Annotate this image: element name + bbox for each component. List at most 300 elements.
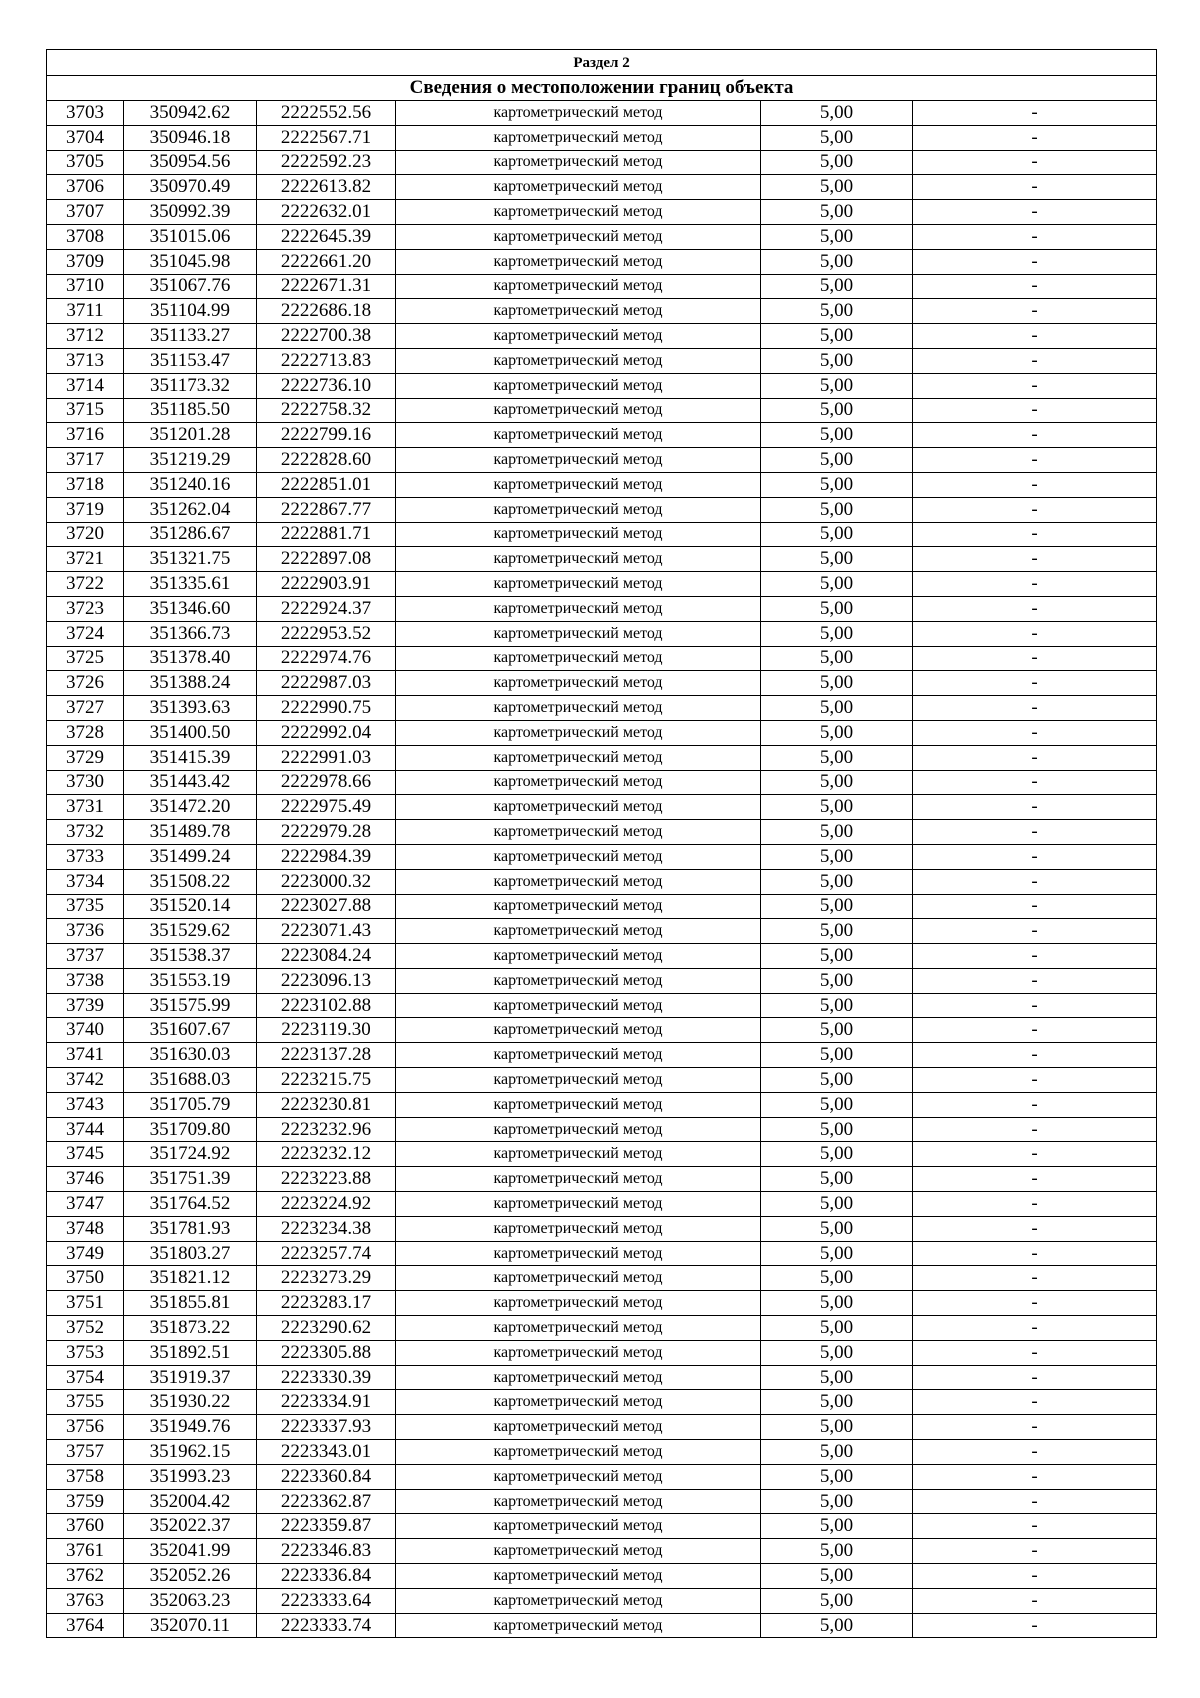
point-number-cell: 3747 bbox=[47, 1192, 124, 1217]
point-number-cell: 3730 bbox=[47, 770, 124, 795]
table-row bbox=[47, 1291, 1157, 1316]
method-cell: картометрический метод bbox=[396, 671, 761, 696]
section-title: Сведения о местоположении границ объекта bbox=[47, 76, 1157, 101]
method-cell: картометрический метод bbox=[396, 1241, 761, 1266]
accuracy-cell: 5,00 bbox=[761, 150, 913, 175]
table-row bbox=[47, 1588, 1157, 1613]
section-label: Раздел 2 bbox=[47, 50, 1157, 76]
table-row bbox=[47, 1514, 1157, 1539]
method-cell: картометрический метод bbox=[396, 1018, 761, 1043]
accuracy-cell: 5,00 bbox=[761, 1613, 913, 1638]
y-coordinate-cell: 2223333.74 bbox=[257, 1613, 396, 1638]
method-cell: картометрический метод bbox=[396, 1092, 761, 1117]
method-cell: картометрический метод bbox=[396, 646, 761, 671]
x-coordinate-cell: 351873.22 bbox=[124, 1316, 257, 1341]
table-row bbox=[47, 745, 1157, 770]
table-row bbox=[47, 1539, 1157, 1564]
table-row bbox=[47, 274, 1157, 299]
note-cell: - bbox=[913, 1539, 1157, 1564]
x-coordinate-cell: 351764.52 bbox=[124, 1192, 257, 1217]
table-row bbox=[47, 968, 1157, 993]
method-cell: картометрический метод bbox=[396, 968, 761, 993]
y-coordinate-cell: 2222632.01 bbox=[257, 200, 396, 225]
point-number-cell: 3732 bbox=[47, 820, 124, 845]
y-coordinate-cell: 2222881.71 bbox=[257, 522, 396, 547]
note-cell: - bbox=[913, 795, 1157, 820]
point-number-cell: 3764 bbox=[47, 1613, 124, 1638]
x-coordinate-cell: 351575.99 bbox=[124, 993, 257, 1018]
accuracy-cell: 5,00 bbox=[761, 944, 913, 969]
method-cell: картометрический метод bbox=[396, 1514, 761, 1539]
point-number-cell: 3762 bbox=[47, 1564, 124, 1589]
table-row bbox=[47, 1068, 1157, 1093]
method-cell: картометрический метод bbox=[396, 1564, 761, 1589]
y-coordinate-cell: 2223234.38 bbox=[257, 1216, 396, 1241]
method-cell: картометрический метод bbox=[396, 894, 761, 919]
y-coordinate-cell: 2222867.77 bbox=[257, 497, 396, 522]
x-coordinate-cell: 350954.56 bbox=[124, 150, 257, 175]
accuracy-cell: 5,00 bbox=[761, 348, 913, 373]
note-cell: - bbox=[913, 1192, 1157, 1217]
y-coordinate-cell: 2222552.56 bbox=[257, 101, 396, 126]
table-row bbox=[47, 249, 1157, 274]
y-coordinate-cell: 2223283.17 bbox=[257, 1291, 396, 1316]
x-coordinate-cell: 352052.26 bbox=[124, 1564, 257, 1589]
table-row bbox=[47, 1316, 1157, 1341]
accuracy-cell: 5,00 bbox=[761, 745, 913, 770]
point-number-cell: 3740 bbox=[47, 1018, 124, 1043]
y-coordinate-cell: 2223343.01 bbox=[257, 1440, 396, 1465]
method-cell: картометрический метод bbox=[396, 348, 761, 373]
x-coordinate-cell: 351286.67 bbox=[124, 522, 257, 547]
accuracy-cell: 5,00 bbox=[761, 1489, 913, 1514]
x-coordinate-cell: 351607.67 bbox=[124, 1018, 257, 1043]
note-cell: - bbox=[913, 919, 1157, 944]
x-coordinate-cell: 351553.19 bbox=[124, 968, 257, 993]
point-number-cell: 3745 bbox=[47, 1142, 124, 1167]
accuracy-cell: 5,00 bbox=[761, 1241, 913, 1266]
table-row bbox=[47, 1613, 1157, 1638]
y-coordinate-cell: 2222700.38 bbox=[257, 324, 396, 349]
table-row bbox=[47, 101, 1157, 126]
x-coordinate-cell: 351538.37 bbox=[124, 944, 257, 969]
point-number-cell: 3759 bbox=[47, 1489, 124, 1514]
y-coordinate-cell: 2223096.13 bbox=[257, 968, 396, 993]
y-coordinate-cell: 2223224.92 bbox=[257, 1192, 396, 1217]
note-cell: - bbox=[913, 1092, 1157, 1117]
x-coordinate-cell: 351949.76 bbox=[124, 1415, 257, 1440]
y-coordinate-cell: 2222984.39 bbox=[257, 844, 396, 869]
table-row bbox=[47, 944, 1157, 969]
method-cell: картометрический метод bbox=[396, 1192, 761, 1217]
accuracy-cell: 5,00 bbox=[761, 1043, 913, 1068]
point-number-cell: 3751 bbox=[47, 1291, 124, 1316]
accuracy-cell: 5,00 bbox=[761, 1415, 913, 1440]
point-number-cell: 3707 bbox=[47, 200, 124, 225]
point-number-cell: 3712 bbox=[47, 324, 124, 349]
table-row bbox=[47, 324, 1157, 349]
table-row bbox=[47, 348, 1157, 373]
note-cell: - bbox=[913, 1266, 1157, 1291]
table-row bbox=[47, 1241, 1157, 1266]
accuracy-cell: 5,00 bbox=[761, 200, 913, 225]
y-coordinate-cell: 2223360.84 bbox=[257, 1464, 396, 1489]
note-cell: - bbox=[913, 423, 1157, 448]
x-coordinate-cell: 351393.63 bbox=[124, 696, 257, 721]
note-cell: - bbox=[913, 472, 1157, 497]
method-cell: картометрический метод bbox=[396, 944, 761, 969]
y-coordinate-cell: 2222567.71 bbox=[257, 125, 396, 150]
table-row bbox=[47, 993, 1157, 1018]
y-coordinate-cell: 2222661.20 bbox=[257, 249, 396, 274]
x-coordinate-cell: 352070.11 bbox=[124, 1613, 257, 1638]
accuracy-cell: 5,00 bbox=[761, 621, 913, 646]
accuracy-cell: 5,00 bbox=[761, 1291, 913, 1316]
point-number-cell: 3750 bbox=[47, 1266, 124, 1291]
table-row bbox=[47, 224, 1157, 249]
method-cell: картометрический метод bbox=[396, 621, 761, 646]
method-cell: картометрический метод bbox=[396, 795, 761, 820]
table-row bbox=[47, 671, 1157, 696]
note-cell: - bbox=[913, 770, 1157, 795]
note-cell: - bbox=[913, 1440, 1157, 1465]
y-coordinate-cell: 2223119.30 bbox=[257, 1018, 396, 1043]
note-cell: - bbox=[913, 1018, 1157, 1043]
x-coordinate-cell: 352022.37 bbox=[124, 1514, 257, 1539]
table-row bbox=[47, 1216, 1157, 1241]
accuracy-cell: 5,00 bbox=[761, 844, 913, 869]
table-row bbox=[47, 1043, 1157, 1068]
accuracy-cell: 5,00 bbox=[761, 398, 913, 423]
accuracy-cell: 5,00 bbox=[761, 1216, 913, 1241]
table-row bbox=[47, 497, 1157, 522]
table-row bbox=[47, 919, 1157, 944]
accuracy-cell: 5,00 bbox=[761, 497, 913, 522]
method-cell: картометрический метод bbox=[396, 398, 761, 423]
note-cell: - bbox=[913, 398, 1157, 423]
x-coordinate-cell: 351443.42 bbox=[124, 770, 257, 795]
point-number-cell: 3718 bbox=[47, 472, 124, 497]
note-cell: - bbox=[913, 1216, 1157, 1241]
point-number-cell: 3729 bbox=[47, 745, 124, 770]
point-number-cell: 3703 bbox=[47, 101, 124, 126]
method-cell: картометрический метод bbox=[396, 919, 761, 944]
table-row bbox=[47, 448, 1157, 473]
table-row bbox=[47, 795, 1157, 820]
accuracy-cell: 5,00 bbox=[761, 894, 913, 919]
note-cell: - bbox=[913, 150, 1157, 175]
accuracy-cell: 5,00 bbox=[761, 968, 913, 993]
point-number-cell: 3723 bbox=[47, 596, 124, 621]
accuracy-cell: 5,00 bbox=[761, 770, 913, 795]
point-number-cell: 3714 bbox=[47, 373, 124, 398]
method-cell: картометрический метод bbox=[396, 448, 761, 473]
table-row bbox=[47, 646, 1157, 671]
method-cell: картометрический метод bbox=[396, 547, 761, 572]
x-coordinate-cell: 350992.39 bbox=[124, 200, 257, 225]
accuracy-cell: 5,00 bbox=[761, 1266, 913, 1291]
y-coordinate-cell: 2222758.32 bbox=[257, 398, 396, 423]
table-row bbox=[47, 894, 1157, 919]
point-number-cell: 3715 bbox=[47, 398, 124, 423]
point-number-cell: 3754 bbox=[47, 1365, 124, 1390]
table-row bbox=[47, 1142, 1157, 1167]
accuracy-cell: 5,00 bbox=[761, 671, 913, 696]
accuracy-cell: 5,00 bbox=[761, 175, 913, 200]
method-cell: картометрический метод bbox=[396, 200, 761, 225]
y-coordinate-cell: 2222987.03 bbox=[257, 671, 396, 696]
point-number-cell: 3735 bbox=[47, 894, 124, 919]
x-coordinate-cell: 351993.23 bbox=[124, 1464, 257, 1489]
accuracy-cell: 5,00 bbox=[761, 1192, 913, 1217]
method-cell: картометрический метод bbox=[396, 1365, 761, 1390]
point-number-cell: 3749 bbox=[47, 1241, 124, 1266]
note-cell: - bbox=[913, 373, 1157, 398]
point-number-cell: 3716 bbox=[47, 423, 124, 448]
point-number-cell: 3761 bbox=[47, 1539, 124, 1564]
y-coordinate-cell: 2222992.04 bbox=[257, 720, 396, 745]
method-cell: картометрический метод bbox=[396, 472, 761, 497]
accuracy-cell: 5,00 bbox=[761, 1167, 913, 1192]
y-coordinate-cell: 2222828.60 bbox=[257, 448, 396, 473]
x-coordinate-cell: 350970.49 bbox=[124, 175, 257, 200]
accuracy-cell: 5,00 bbox=[761, 1365, 913, 1390]
method-cell: картометрический метод bbox=[396, 844, 761, 869]
accuracy-cell: 5,00 bbox=[761, 1142, 913, 1167]
y-coordinate-cell: 2223137.28 bbox=[257, 1043, 396, 1068]
section-label-row bbox=[47, 50, 1157, 76]
point-number-cell: 3719 bbox=[47, 497, 124, 522]
method-cell: картометрический метод bbox=[396, 1539, 761, 1564]
point-number-cell: 3733 bbox=[47, 844, 124, 869]
y-coordinate-cell: 2223230.81 bbox=[257, 1092, 396, 1117]
note-cell: - bbox=[913, 1365, 1157, 1390]
accuracy-cell: 5,00 bbox=[761, 101, 913, 126]
x-coordinate-cell: 351781.93 bbox=[124, 1216, 257, 1241]
y-coordinate-cell: 2223359.87 bbox=[257, 1514, 396, 1539]
table-row bbox=[47, 1390, 1157, 1415]
x-coordinate-cell: 351630.03 bbox=[124, 1043, 257, 1068]
x-coordinate-cell: 351015.06 bbox=[124, 224, 257, 249]
accuracy-cell: 5,00 bbox=[761, 1117, 913, 1142]
note-cell: - bbox=[913, 1514, 1157, 1539]
table-row bbox=[47, 1464, 1157, 1489]
point-number-cell: 3752 bbox=[47, 1316, 124, 1341]
note-cell: - bbox=[913, 1564, 1157, 1589]
y-coordinate-cell: 2222736.10 bbox=[257, 373, 396, 398]
x-coordinate-cell: 351067.76 bbox=[124, 274, 257, 299]
point-number-cell: 3709 bbox=[47, 249, 124, 274]
note-cell: - bbox=[913, 522, 1157, 547]
accuracy-cell: 5,00 bbox=[761, 1340, 913, 1365]
y-coordinate-cell: 2223027.88 bbox=[257, 894, 396, 919]
accuracy-cell: 5,00 bbox=[761, 423, 913, 448]
y-coordinate-cell: 2222851.01 bbox=[257, 472, 396, 497]
point-number-cell: 3753 bbox=[47, 1340, 124, 1365]
accuracy-cell: 5,00 bbox=[761, 224, 913, 249]
point-number-cell: 3756 bbox=[47, 1415, 124, 1440]
x-coordinate-cell: 351724.92 bbox=[124, 1142, 257, 1167]
table-row bbox=[47, 770, 1157, 795]
note-cell: - bbox=[913, 1464, 1157, 1489]
table-row bbox=[47, 1415, 1157, 1440]
point-number-cell: 3720 bbox=[47, 522, 124, 547]
accuracy-cell: 5,00 bbox=[761, 249, 913, 274]
x-coordinate-cell: 351104.99 bbox=[124, 299, 257, 324]
table-row bbox=[47, 547, 1157, 572]
x-coordinate-cell: 351520.14 bbox=[124, 894, 257, 919]
point-number-cell: 3758 bbox=[47, 1464, 124, 1489]
point-number-cell: 3763 bbox=[47, 1588, 124, 1613]
note-cell: - bbox=[913, 125, 1157, 150]
note-cell: - bbox=[913, 844, 1157, 869]
method-cell: картометрический метод bbox=[396, 770, 761, 795]
accuracy-cell: 5,00 bbox=[761, 795, 913, 820]
method-cell: картометрический метод bbox=[396, 745, 761, 770]
x-coordinate-cell: 352063.23 bbox=[124, 1588, 257, 1613]
x-coordinate-cell: 351133.27 bbox=[124, 324, 257, 349]
table-row bbox=[47, 150, 1157, 175]
point-number-cell: 3744 bbox=[47, 1117, 124, 1142]
note-cell: - bbox=[913, 448, 1157, 473]
table-row bbox=[47, 373, 1157, 398]
point-number-cell: 3725 bbox=[47, 646, 124, 671]
table-row bbox=[47, 1092, 1157, 1117]
x-coordinate-cell: 351262.04 bbox=[124, 497, 257, 522]
y-coordinate-cell: 2222903.91 bbox=[257, 572, 396, 597]
y-coordinate-cell: 2222613.82 bbox=[257, 175, 396, 200]
y-coordinate-cell: 2223232.12 bbox=[257, 1142, 396, 1167]
method-cell: картометрический метод bbox=[396, 522, 761, 547]
accuracy-cell: 5,00 bbox=[761, 720, 913, 745]
note-cell: - bbox=[913, 348, 1157, 373]
y-coordinate-cell: 2222924.37 bbox=[257, 596, 396, 621]
note-cell: - bbox=[913, 547, 1157, 572]
point-number-cell: 3739 bbox=[47, 993, 124, 1018]
accuracy-cell: 5,00 bbox=[761, 993, 913, 1018]
y-coordinate-cell: 2223102.88 bbox=[257, 993, 396, 1018]
x-coordinate-cell: 351335.61 bbox=[124, 572, 257, 597]
table-row bbox=[47, 1266, 1157, 1291]
accuracy-cell: 5,00 bbox=[761, 1018, 913, 1043]
y-coordinate-cell: 2223330.39 bbox=[257, 1365, 396, 1390]
accuracy-cell: 5,00 bbox=[761, 1316, 913, 1341]
point-number-cell: 3724 bbox=[47, 621, 124, 646]
accuracy-cell: 5,00 bbox=[761, 472, 913, 497]
note-cell: - bbox=[913, 696, 1157, 721]
x-coordinate-cell: 351499.24 bbox=[124, 844, 257, 869]
note-cell: - bbox=[913, 745, 1157, 770]
note-cell: - bbox=[913, 1415, 1157, 1440]
y-coordinate-cell: 2222974.76 bbox=[257, 646, 396, 671]
point-number-cell: 3713 bbox=[47, 348, 124, 373]
accuracy-cell: 5,00 bbox=[761, 919, 913, 944]
note-cell: - bbox=[913, 671, 1157, 696]
note-cell: - bbox=[913, 1291, 1157, 1316]
table-row bbox=[47, 1167, 1157, 1192]
point-number-cell: 3738 bbox=[47, 968, 124, 993]
method-cell: картометрический метод bbox=[396, 720, 761, 745]
point-number-cell: 3721 bbox=[47, 547, 124, 572]
accuracy-cell: 5,00 bbox=[761, 1464, 913, 1489]
method-cell: картометрический метод bbox=[396, 1588, 761, 1613]
table-row bbox=[47, 1340, 1157, 1365]
note-cell: - bbox=[913, 1390, 1157, 1415]
table-row bbox=[47, 696, 1157, 721]
accuracy-cell: 5,00 bbox=[761, 646, 913, 671]
y-coordinate-cell: 2223232.96 bbox=[257, 1117, 396, 1142]
x-coordinate-cell: 351688.03 bbox=[124, 1068, 257, 1093]
method-cell: картометрический метод bbox=[396, 869, 761, 894]
accuracy-cell: 5,00 bbox=[761, 274, 913, 299]
accuracy-cell: 5,00 bbox=[761, 572, 913, 597]
y-coordinate-cell: 2222713.83 bbox=[257, 348, 396, 373]
method-cell: картометрический метод bbox=[396, 249, 761, 274]
y-coordinate-cell: 2223290.62 bbox=[257, 1316, 396, 1341]
note-cell: - bbox=[913, 621, 1157, 646]
table-row bbox=[47, 398, 1157, 423]
x-coordinate-cell: 350942.62 bbox=[124, 101, 257, 126]
x-coordinate-cell: 351803.27 bbox=[124, 1241, 257, 1266]
point-number-cell: 3722 bbox=[47, 572, 124, 597]
accuracy-cell: 5,00 bbox=[761, 125, 913, 150]
accuracy-cell: 5,00 bbox=[761, 869, 913, 894]
note-cell: - bbox=[913, 572, 1157, 597]
note-cell: - bbox=[913, 820, 1157, 845]
table-row bbox=[47, 869, 1157, 894]
y-coordinate-cell: 2222979.28 bbox=[257, 820, 396, 845]
note-cell: - bbox=[913, 274, 1157, 299]
x-coordinate-cell: 351529.62 bbox=[124, 919, 257, 944]
accuracy-cell: 5,00 bbox=[761, 448, 913, 473]
table-row bbox=[47, 125, 1157, 150]
y-coordinate-cell: 2222953.52 bbox=[257, 621, 396, 646]
x-coordinate-cell: 351705.79 bbox=[124, 1092, 257, 1117]
table-row bbox=[47, 299, 1157, 324]
point-number-cell: 3734 bbox=[47, 869, 124, 894]
accuracy-cell: 5,00 bbox=[761, 1514, 913, 1539]
method-cell: картометрический метод bbox=[396, 373, 761, 398]
method-cell: картометрический метод bbox=[396, 299, 761, 324]
x-coordinate-cell: 351751.39 bbox=[124, 1167, 257, 1192]
table-row bbox=[47, 1365, 1157, 1390]
method-cell: картометрический метод bbox=[396, 1340, 761, 1365]
point-number-cell: 3743 bbox=[47, 1092, 124, 1117]
y-coordinate-cell: 2223215.75 bbox=[257, 1068, 396, 1093]
accuracy-cell: 5,00 bbox=[761, 696, 913, 721]
method-cell: картометрический метод bbox=[396, 1216, 761, 1241]
note-cell: - bbox=[913, 944, 1157, 969]
method-cell: картометрический метод bbox=[396, 1167, 761, 1192]
method-cell: картометрический метод bbox=[396, 1613, 761, 1638]
y-coordinate-cell: 2223071.43 bbox=[257, 919, 396, 944]
table-row bbox=[47, 1564, 1157, 1589]
method-cell: картометрический метод bbox=[396, 1316, 761, 1341]
y-coordinate-cell: 2223305.88 bbox=[257, 1340, 396, 1365]
table-row bbox=[47, 621, 1157, 646]
note-cell: - bbox=[913, 894, 1157, 919]
note-cell: - bbox=[913, 1340, 1157, 1365]
note-cell: - bbox=[913, 1316, 1157, 1341]
accuracy-cell: 5,00 bbox=[761, 820, 913, 845]
y-coordinate-cell: 2223273.29 bbox=[257, 1266, 396, 1291]
y-coordinate-cell: 2223334.91 bbox=[257, 1390, 396, 1415]
x-coordinate-cell: 351400.50 bbox=[124, 720, 257, 745]
accuracy-cell: 5,00 bbox=[761, 1539, 913, 1564]
x-coordinate-cell: 351855.81 bbox=[124, 1291, 257, 1316]
x-coordinate-cell: 351388.24 bbox=[124, 671, 257, 696]
x-coordinate-cell: 351378.40 bbox=[124, 646, 257, 671]
